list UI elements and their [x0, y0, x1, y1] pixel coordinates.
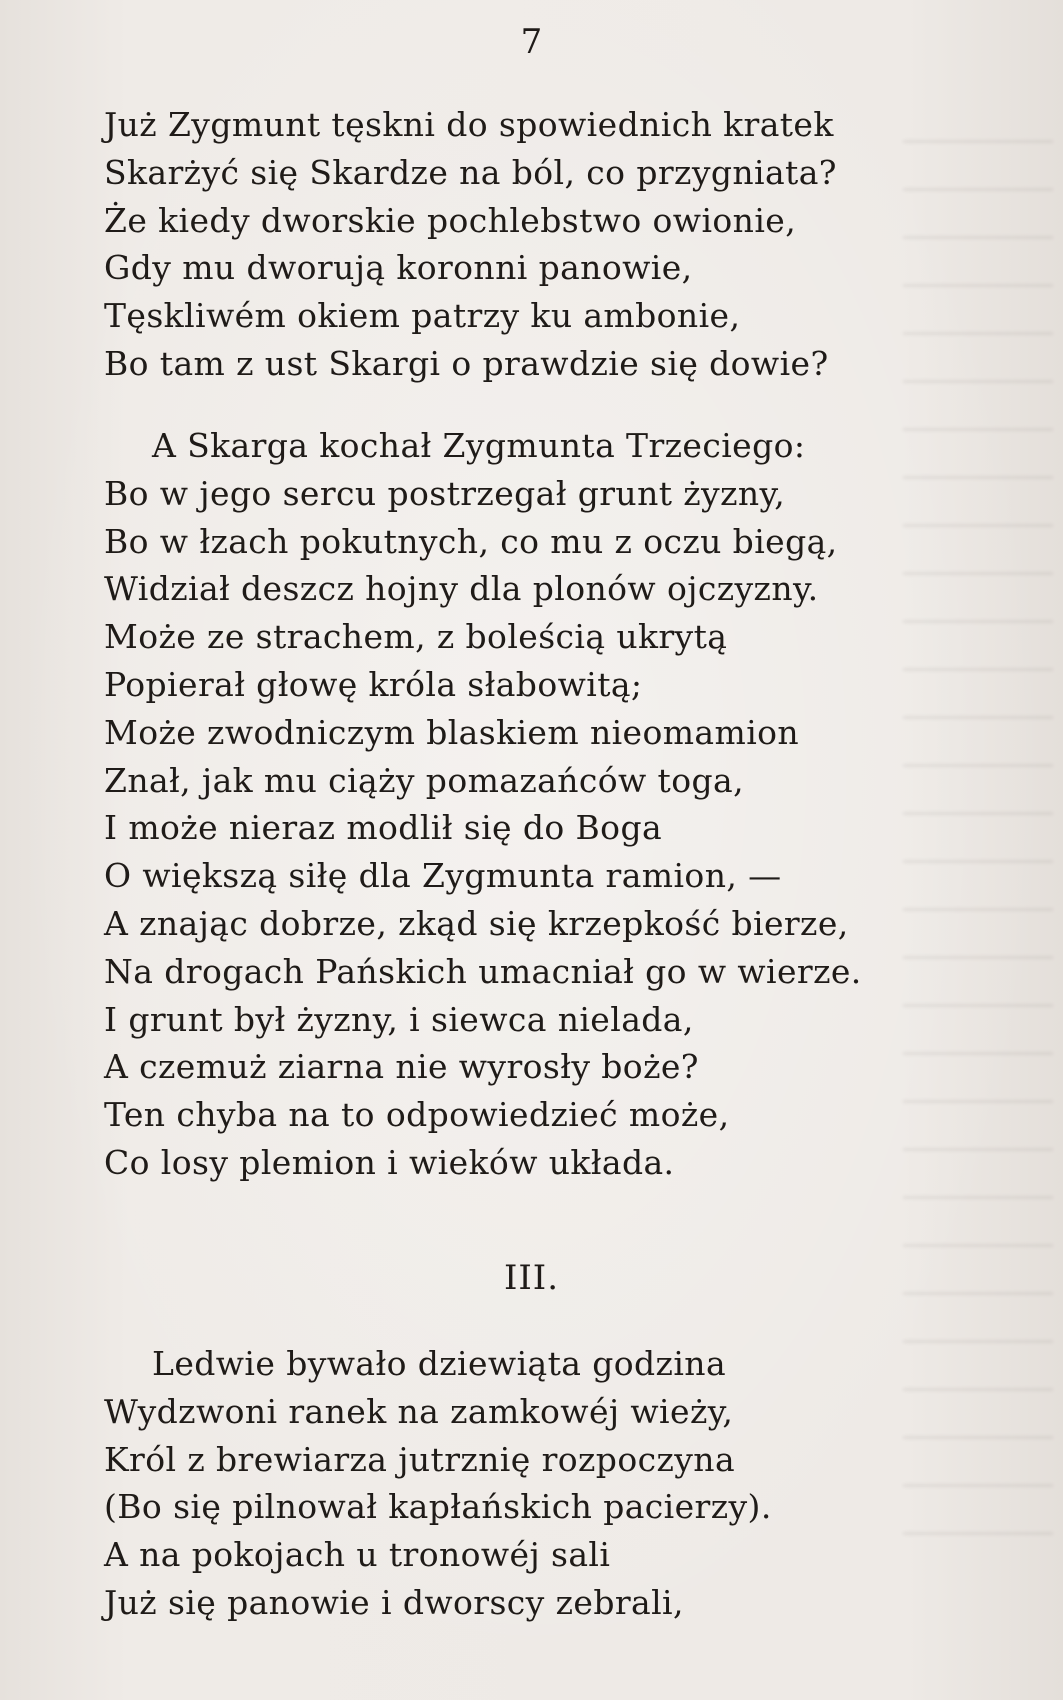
verse-line: Już się panowie i dworscy zebrali,	[104, 1582, 684, 1622]
verse-line: Ten chyba na to odpowiedzieć może,	[104, 1095, 730, 1135]
verse-line: Znał, jak mu ciąży pomazańców toga,	[104, 760, 744, 800]
verse-line: Wydzwoni ranek na zamkowéj wieży,	[104, 1391, 734, 1431]
stanza-3	[104, 1340, 772, 1627]
verse-line: I grunt był żyzny, i siewca nielada,	[104, 999, 694, 1039]
verse-line: Tęskliwém okiem patrzy ku ambonie,	[104, 296, 741, 336]
section-heading: III.	[503, 1258, 560, 1298]
verse-line: Bo w jego sercu postrzegał grunt żyzny,	[104, 473, 786, 513]
verse-line: Popierał głowę króla słabowitą;	[104, 664, 643, 704]
verse-line: Już Zygmunt tęskni do spowiednich kratek	[104, 105, 834, 144]
verse-line: Na drogach Pańskich umacniał go w wierze.	[104, 951, 862, 991]
verse-line: Bo w łzach pokutnych, co mu z oczu biegą,	[104, 521, 838, 561]
verse-line: (Bo się pilnował kapłańskich pacierzy).	[104, 1487, 772, 1527]
stanza-2	[104, 422, 862, 1187]
page-number: 7	[520, 22, 543, 62]
verse-line: Bo tam z ust Skargi o prawdzie się dowie?	[104, 343, 829, 383]
verse-line: O większą siłę dla Zygmunta ramion, —	[104, 856, 782, 896]
verse-line: Że kiedy dworskie pochlebstwo owionie,	[104, 200, 797, 240]
verse-line: Ledwie bywało dziewiąta godzina	[152, 1344, 727, 1383]
stanza-1	[104, 101, 837, 388]
verse-line: Skarżyć się Skardze na ból, co przygniata?	[104, 152, 837, 192]
verse-line: A znając dobrze, zkąd się krzepkość bierze,	[104, 903, 849, 943]
verse-line: Król z brewiarza jutrznię rozpoczyna	[104, 1439, 736, 1479]
verse-line: A na pokojach u tronowéj sali	[104, 1535, 611, 1575]
verse-line: Co losy plemion i wieków układa.	[104, 1142, 675, 1182]
verse-line: A Skarga kochał Zygmunta Trzeciego:	[152, 426, 806, 465]
verse-line: Gdy mu dworują koronni panowie,	[104, 248, 693, 288]
verse-line: Może ze strachem, z boleścią ukrytą	[104, 617, 728, 657]
show-through-text	[903, 140, 1053, 1540]
verse-line: I może nieraz modlił się do Boga	[104, 808, 663, 848]
verse-line: Może zwodniczym blaskiem nieomamion	[104, 712, 800, 752]
verse-line: A czemuż ziarna nie wyrosły boże?	[104, 1047, 699, 1087]
verse-line: Widział deszcz hojny dla plonów ojczyzny.	[104, 569, 819, 609]
